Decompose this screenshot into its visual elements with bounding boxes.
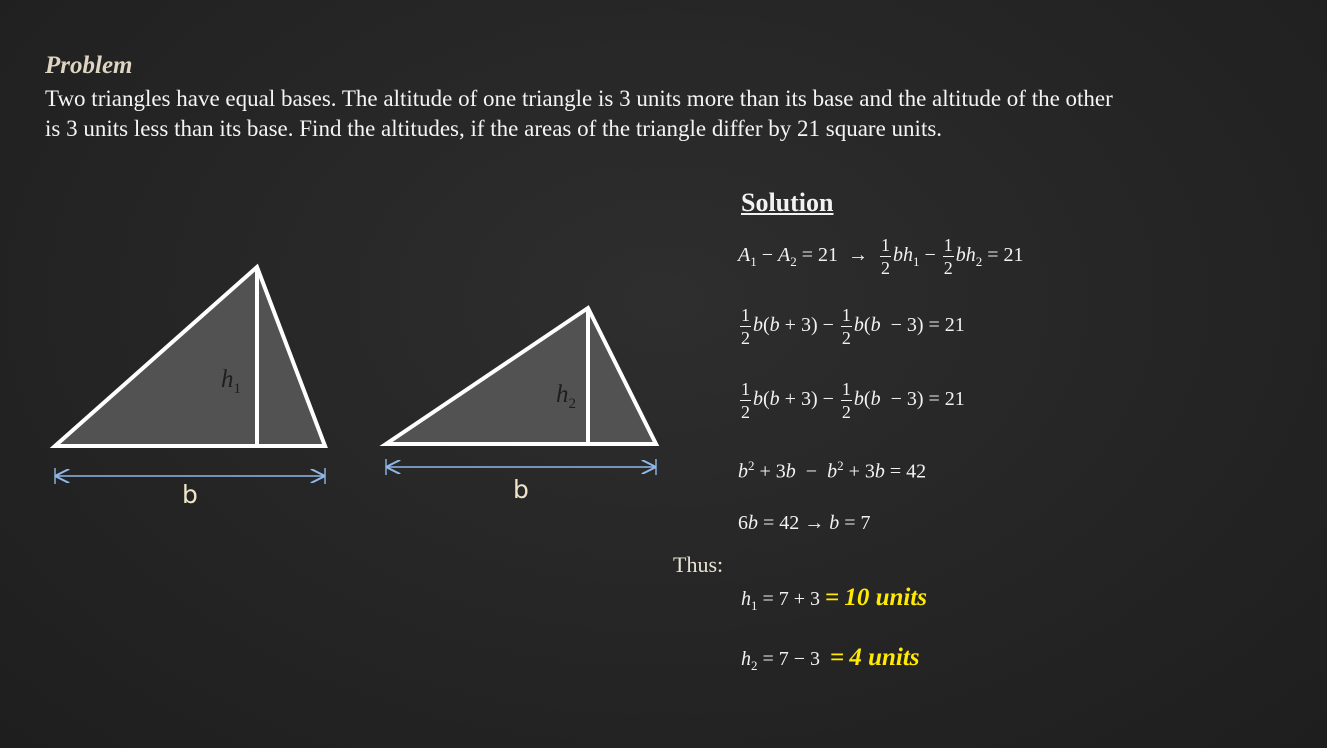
triangle-1-base-label: b [182, 480, 198, 509]
triangle-1 [55, 267, 325, 446]
answer-h1: $h_1 = 7 + 3 = 10$ units [741, 584, 927, 613]
equation-3: $\frac{1}{2}$ b(b + 3) − $\frac{1}{2}$ b(b − 3) = 21 [741, 379, 965, 422]
triangle-2-base-label: b [513, 475, 529, 504]
triangle-1-altitude-label: $h_1$ [221, 366, 241, 397]
triangle-2-altitude-label: $h_2$ [556, 381, 576, 412]
thus-label: Thus: [673, 552, 724, 577]
triangle-2 [386, 308, 656, 444]
equation-4: $b^2 + 3b - b^2 + 3b = 42$ [738, 458, 927, 483]
problem-heading: Problem [45, 52, 133, 79]
answer-2: 4 units [849, 644, 920, 671]
answer-1: 10 units [844, 584, 927, 611]
equation-5: 6b = 42 → b = 7 [738, 512, 871, 534]
equation-2: $\frac{1}{2}$ b(b + 3) − $\frac{1}{2}$ b(b − 3) = 21 [741, 305, 965, 348]
equation-1: $A_1 - A_2 = 21$ → $\frac{1}{2}$ $bh_1$ − $\frac{1}{2}$ $bh_2 = 21$ [738, 235, 1024, 278]
problem-text: Two triangles have equal bases. The altitude of one triangle is 3 units more than its base and the altitude of the other is 3 units less than its base. Find the altitudes, if the areas of the triangle differ by 21 square units. [45, 86, 1113, 141]
solution-heading: Solution [741, 188, 834, 217]
answer-h2: $h_2 = 7 - 3 = 4$ units [741, 644, 920, 673]
